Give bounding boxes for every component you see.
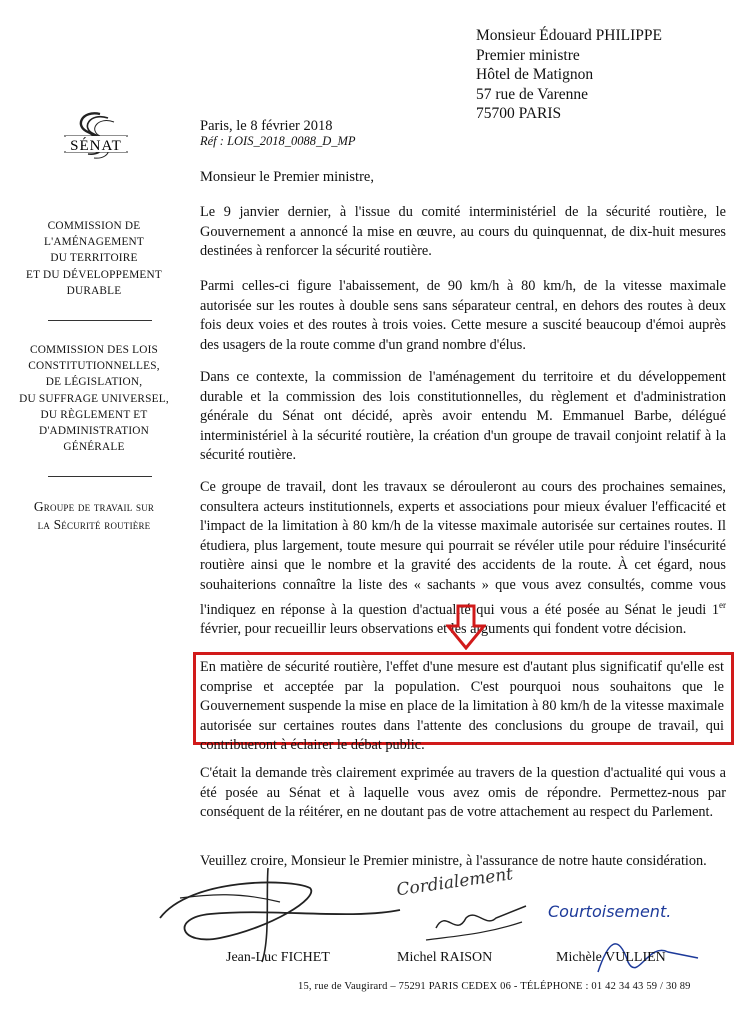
footer-address: 15, rue de Vaugirard – 75291 PARIS CEDEX 06 - TÉLÉPHONE : 01 42 34 43 59 / 30 89 bbox=[298, 981, 691, 992]
sidebar-line: DURABLE bbox=[66, 284, 122, 297]
recipient-street: 57 rue de Varenne bbox=[476, 85, 589, 103]
paragraph-6: C'était la demande très clairement exprimée au travers de la question d'actualité qui vous a été posée au Sénat et à laquelle vous avez omis de répondre. Permettez-nous par conséquent de la réitérer, en ne doutant pas de votre attachement au respect du Parlement. bbox=[200, 765, 726, 821]
recipient-building: Hôtel de Matignon bbox=[476, 66, 594, 84]
commission-amenagement bbox=[14, 218, 174, 299]
salutation: Monsieur le Premier ministre, bbox=[200, 169, 374, 185]
divider bbox=[48, 320, 152, 321]
sidebar-line: GÉNÉRALE bbox=[63, 441, 125, 454]
commission-lois bbox=[14, 342, 174, 455]
logo-text: SÉNAT bbox=[70, 138, 122, 154]
paragraph-1: Le 9 janvier dernier, à l'issue du comité interministériel de la sécurité routière, le Gouvernement a annoncé la mise en œuvre, au cours du quinquennat, de dix-huit mesures destinées à renforcer la sécurité routière. bbox=[200, 204, 726, 260]
signature-raison-handwritten bbox=[395, 864, 546, 950]
sidebar-line: DE LÉGISLATION, bbox=[45, 376, 143, 389]
sidebar-line: COMMISSION DES LOIS bbox=[29, 344, 159, 356]
superscript: er bbox=[719, 599, 726, 610]
paragraph-3: Dans ce contexte, la commission de l'aménagement du territoire et du développement durable et la commission des lois constitutionnelles, du règlement et d'administration générale du Sénat ont décidé, après avoir entendu M. Emmanuel Barbe, délégué interministériel à la sécurité routière, la création d'un groupe de travail conjoint relatif à la sécurité routière. bbox=[200, 369, 726, 464]
signatory-fichet: Jean-Luc FICHET bbox=[226, 950, 330, 965]
sidebar-line: DU SUFFRAGE UNIVERSEL, bbox=[19, 392, 169, 405]
recipient-address bbox=[476, 26, 662, 124]
signatory-raison: Michel RAISON bbox=[397, 950, 493, 965]
paragraph-5-highlighted: En matière de sécurité routière, l'effet d'une mesure est d'autant plus significatif qu'elle est comprise et acceptée par la population. C'est pourquoi nous souhaitons que le Gouvernement suspende la mise en place de la limitation à 80 km/h de la vitesse maximale autorisée sur certaines routes dans l'attente des conclusions du groupe de travail, qui contribueront à éclairer le débat public. bbox=[200, 659, 724, 754]
down-arrow-icon bbox=[446, 604, 486, 650]
groupe-de-travail bbox=[14, 498, 174, 534]
letter-date: Paris, le 8 février 2018 bbox=[200, 118, 333, 134]
sidebar-line: L'AMÉNAGEMENT bbox=[43, 236, 145, 249]
paragraph-4: Ce groupe de travail, dont les travaux se dérouleront au cours des prochaines semaines, consultera acteurs institutionnels, experts et associations pour mieux évaluer l'efficacité et l'impact de la limitation à 80 km/h de la vitesse maximale autorisée sur certaines routes. Il étudiera, plus largement, toute mesure qui pourrait se révéler utile pour réduire l'insécurité routière ainsi que le nombre et la gravité des accidents de la route. À cet égard, nous souhaiterions connaître la liste des « sachants » que vous avez consultés, comme vous l'indiquez en réponse à la question d'actualité qui vous a été posée au Sénat le jeudi 1er février, pour recueillir leurs observations et les arguments qui fondent votre décision. bbox=[200, 479, 726, 637]
sidebar-line: D'ADMINISTRATION bbox=[38, 425, 150, 438]
sidebar-line: COMMISSION DE bbox=[47, 220, 141, 232]
sidebar-line: CONSTITUTIONNELLES, bbox=[28, 360, 160, 373]
paragraph-7: Veuillez croire, Monsieur le Premier ministre, à l'assurance de notre haute considération. bbox=[200, 853, 707, 869]
handwritten-cordialement: Cordialement bbox=[395, 864, 515, 901]
recipient-title: Premier ministre bbox=[476, 46, 580, 64]
sidebar-line: DU TERRITOIRE bbox=[50, 252, 138, 265]
handwritten-courtoisement: Courtoisement. bbox=[548, 902, 672, 921]
letter-reference: Réf : LOIS_2018_0088_D_MP bbox=[200, 134, 356, 148]
senat-logo-icon bbox=[60, 108, 132, 170]
sidebar-line: DU RÈGLEMENT ET bbox=[40, 408, 148, 421]
recipient-city: 75700 PARIS bbox=[476, 105, 562, 123]
signatory-vullien: Michèle VULLIEN bbox=[556, 950, 666, 965]
sidebar-line: Groupe de travail sur bbox=[33, 499, 155, 514]
divider bbox=[48, 476, 152, 477]
recipient-name: Monsieur Édouard PHILIPPE bbox=[476, 27, 662, 44]
signature-vullien-handwritten bbox=[548, 902, 718, 982]
sidebar-line: la Sécurité routière bbox=[37, 517, 151, 532]
paragraph-2: Parmi celles-ci figure l'abaissement, de 90 km/h à 80 km/h, de la vitesse maximale autorisée sur les routes à double sens sans séparateur central, en dehors des routes à deux fois deux voies et des routes à trois voies. Cette mesure a suscité beaucoup d'émoi auprès des usagers de la route comme d'un grand nombre d'élus. bbox=[200, 278, 726, 353]
sidebar-line: ET DU DÉVELOPPEMENT bbox=[25, 268, 162, 281]
highlight-box bbox=[193, 652, 734, 754]
